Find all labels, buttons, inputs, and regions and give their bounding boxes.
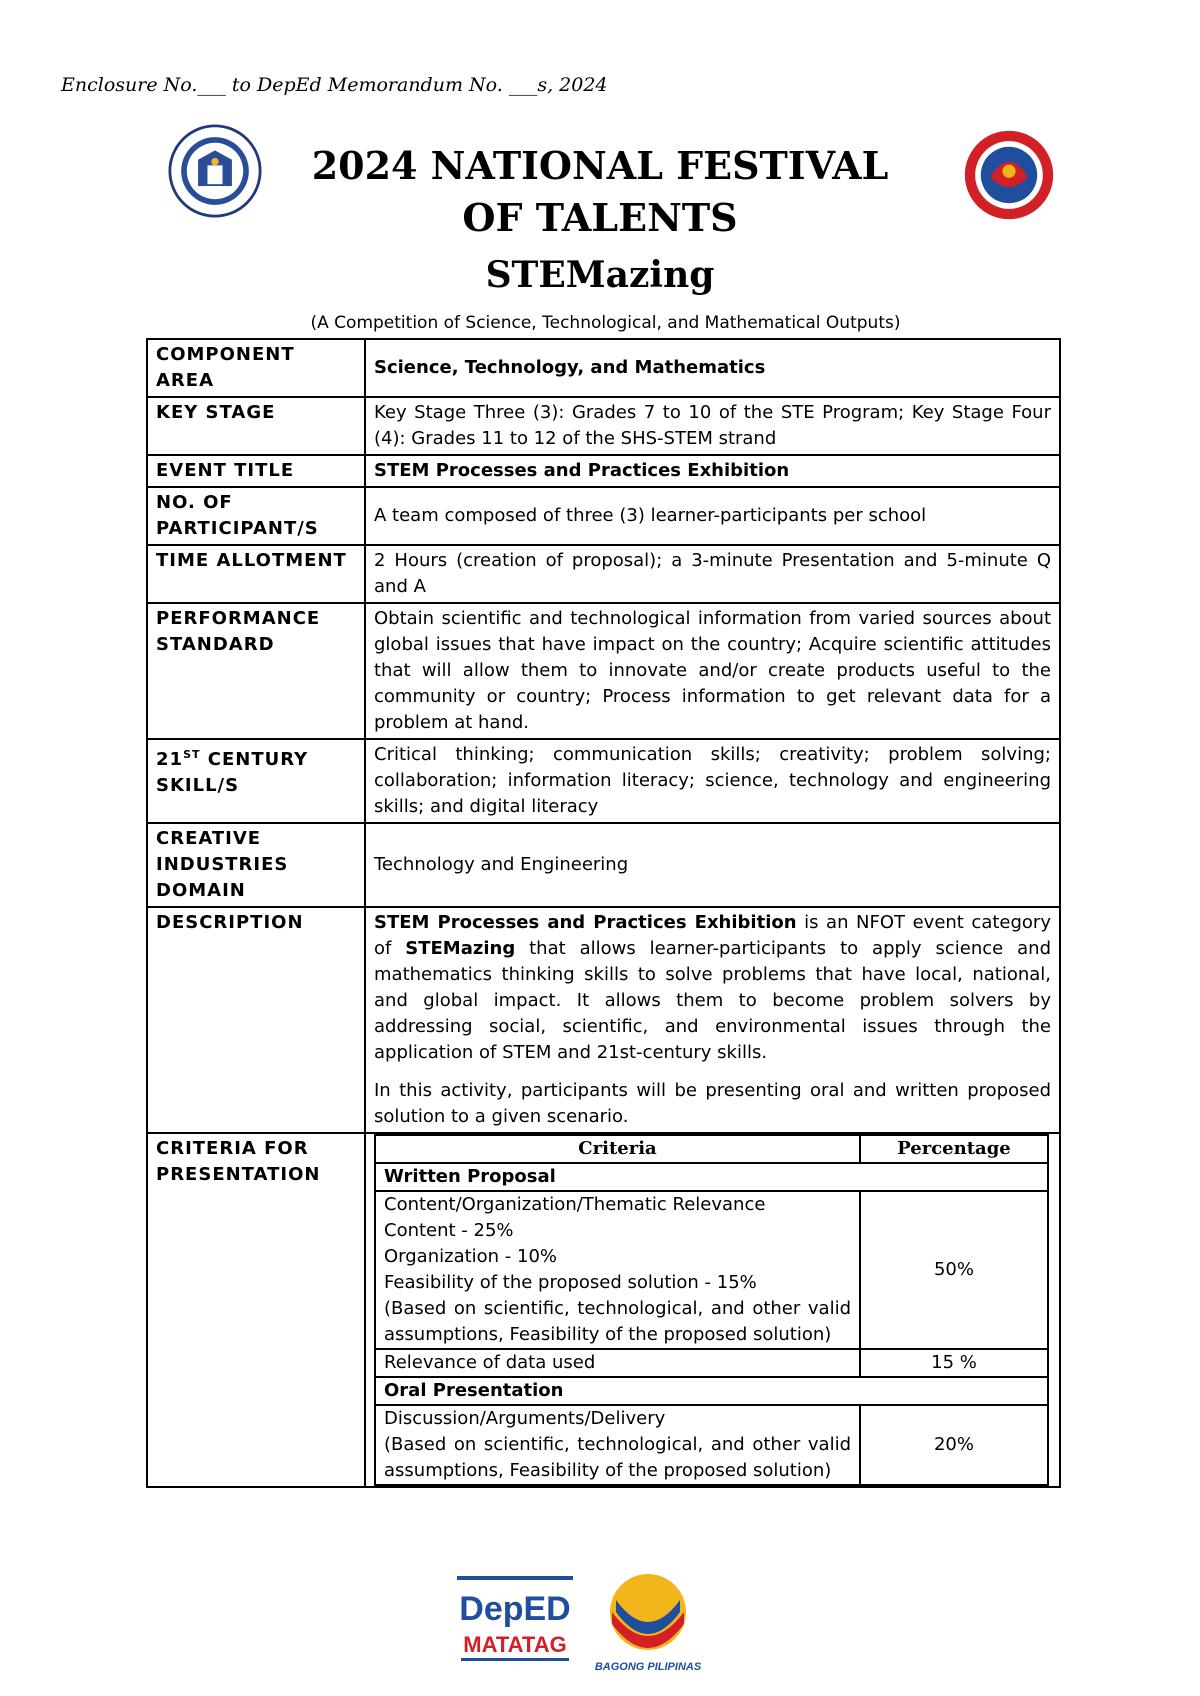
- row-label: EVENT TITLE: [147, 455, 365, 487]
- criteria-row: [375, 1191, 1048, 1349]
- row-label: NO. OF PARTICIPANT/S: [147, 487, 365, 545]
- table-row: [147, 487, 1060, 545]
- row-label: CRITERIA FOR PRESENTATION: [147, 1133, 365, 1487]
- row-value: [365, 907, 1060, 1133]
- criteria-item: [375, 1405, 860, 1485]
- deped-matatag-logo: [455, 1572, 575, 1672]
- bagong-pilipinas-text: BAGONG PILIPINAS: [594, 1661, 702, 1673]
- criteria-section-row: [375, 1377, 1048, 1405]
- matatag-text: MATATAG: [463, 1632, 567, 1657]
- skills-label-sup: ST: [183, 748, 201, 761]
- criteria-row: [375, 1349, 1048, 1377]
- skills-label-post: CENTURY SKILL/S: [156, 749, 309, 796]
- table-row: [147, 1133, 1060, 1487]
- description-text-1: is an NFOT event category of: [374, 912, 1051, 959]
- criteria-header-row: [375, 1135, 1048, 1163]
- row-label: DESCRIPTION: [147, 907, 365, 1133]
- bagong-pilipinas-logo: [588, 1564, 708, 1676]
- event-details-table: [146, 338, 1061, 1488]
- written-proposal-header: Written Proposal: [375, 1163, 1048, 1191]
- criteria-row: [375, 1405, 1048, 1485]
- tagline: (A Competition of Science, Technological, and Mathematical Outputs): [310, 313, 901, 333]
- criteria-section-row: [375, 1163, 1048, 1191]
- enclosure-header: Enclosure No.___ to DepEd Memorandum No. ___s, 2024: [61, 74, 608, 96]
- criteria-table: [374, 1134, 1049, 1486]
- table-row: [147, 603, 1060, 739]
- description-paragraph-2: In this activity, participants will be presenting oral and written proposed solution to a given scenario.: [374, 1080, 1051, 1127]
- row-label: COMPONENT AREA: [147, 339, 365, 397]
- deped-text: DepED: [459, 1590, 571, 1628]
- description-text-2: that allows learner-participants to apply science and mathematics thinking skills to solve problems that have local, national, and global impact. It allows them to become problem solvers by addressing social, scientific, and environmental issues through the application of STEM and 21st-century skills.: [374, 938, 1051, 1063]
- table-row: [147, 545, 1060, 603]
- criteria-line: Feasibility of the proposed solution - 15%: [384, 1272, 757, 1293]
- percentage-column-header: Percentage: [860, 1135, 1048, 1163]
- festival-of-talents-logo: [962, 128, 1056, 222]
- criteria-item: [375, 1191, 860, 1349]
- row-value: Science, Technology, and Mathematics: [365, 339, 1060, 397]
- criteria-percentage: 15 %: [860, 1349, 1048, 1377]
- oral-presentation-header: Oral Presentation: [375, 1377, 1048, 1405]
- description-bold-1: STEM Processes and Practices Exhibition: [374, 912, 797, 933]
- criteria-line: Content/Organization/Thematic Relevance: [384, 1194, 766, 1215]
- row-value: Obtain scientific and technological information from varied sources about global issues that have impact on the country; Acquire scientific attitudes that will allow them to innovate and/or create products useful to the community or country; Process information to get relevant data for a problem at hand.: [365, 603, 1060, 739]
- row-value: STEM Processes and Practices Exhibition: [365, 455, 1060, 487]
- row-value: 2 Hours (creation of proposal); a 3-minute Presentation and 5-minute Q and A: [365, 545, 1060, 603]
- skills-label-pre: 21: [156, 749, 184, 770]
- row-value: Technology and Engineering: [365, 823, 1060, 907]
- deped-seal-logo: [168, 124, 262, 218]
- row-value: Key Stage Three (3): Grades 7 to 10 of the STE Program; Key Stage Four (4): Grades 11 to 12 of the SHS-STEM strand: [365, 397, 1060, 455]
- criteria-line: (Based on scientific, technological, and other valid assumptions, Feasibility of the proposed solution): [384, 1298, 851, 1345]
- table-row: [147, 397, 1060, 455]
- description-bold-2: STEMazing: [405, 938, 516, 959]
- page-subtitle: STEMazing: [485, 254, 715, 296]
- row-label: [147, 739, 365, 823]
- row-value: Critical thinking; communication skills; creativity; problem solving; collaboration; information literacy; science, technology and engineering skills; and digital literacy: [365, 739, 1060, 823]
- criteria-cell: [365, 1133, 1060, 1487]
- criteria-column-header: Criteria: [375, 1135, 860, 1163]
- page-title: [260, 140, 940, 244]
- table-row: [147, 739, 1060, 823]
- criteria-line: Content - 25%: [384, 1220, 514, 1241]
- table-row: [147, 455, 1060, 487]
- description-paragraph: [374, 910, 1051, 1066]
- table-row: [147, 907, 1060, 1133]
- row-label: CREATIVE INDUSTRIES DOMAIN: [147, 823, 365, 907]
- criteria-line: Discussion/Arguments/Delivery: [384, 1408, 666, 1429]
- criteria-percentage: 20%: [860, 1405, 1048, 1485]
- row-label: PERFORMANCE STANDARD: [147, 603, 365, 739]
- title-line-2: OF TALENTS: [462, 195, 738, 240]
- row-label: KEY STAGE: [147, 397, 365, 455]
- criteria-line: Organization - 10%: [384, 1246, 558, 1267]
- row-label: TIME ALLOTMENT: [147, 545, 365, 603]
- table-row: [147, 339, 1060, 397]
- criteria-percentage: 50%: [860, 1191, 1048, 1349]
- table-row: [147, 823, 1060, 907]
- criteria-line: (Based on scientific, technological, and other valid assumptions, Feasibility of the proposed solution): [384, 1434, 851, 1481]
- title-line-1: 2024 NATIONAL FESTIVAL: [311, 143, 889, 188]
- criteria-item: Relevance of data used: [375, 1349, 860, 1377]
- row-value: A team composed of three (3) learner-participants per school: [365, 487, 1060, 545]
